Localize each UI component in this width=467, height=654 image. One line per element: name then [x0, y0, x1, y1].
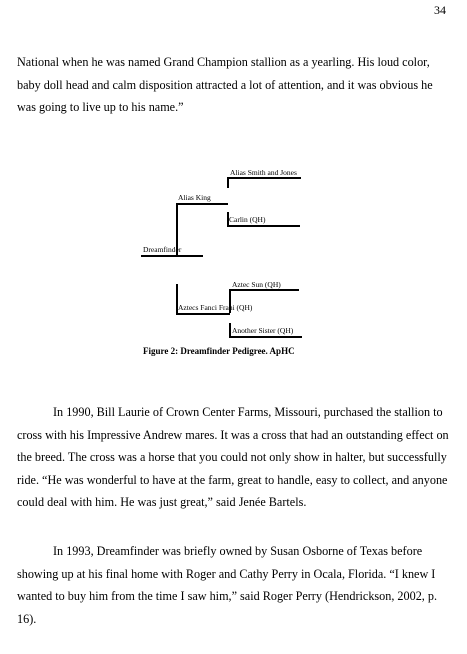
- page-number: 34: [434, 3, 446, 17]
- text-line: was going to live up to his name.”: [17, 100, 184, 114]
- pedigree-line: [229, 289, 299, 291]
- text-line: could deal with him. He was just great,” said Jenée Bartels.: [17, 495, 307, 509]
- pedigree-line: [176, 203, 228, 205]
- paragraph-1993: [17, 540, 449, 630]
- pedigree-line: [229, 323, 231, 337]
- pedigree-line: [227, 225, 300, 227]
- text-line: In 1993, Dreamfinder was briefly owned by Susan Osborne of Texas before: [53, 544, 423, 558]
- text-line: showing up at his final home with Roger and Cathy Perry in Ocala, Florida. “I knew I: [17, 566, 436, 581]
- text-line: the breed. The cross was a horse that you could not only show in halter, but successfully: [17, 450, 447, 464]
- pedigree-sire-dam: Carlin (QH): [229, 215, 266, 224]
- pedigree-line: [227, 177, 301, 179]
- pedigree-line: [227, 177, 229, 188]
- text-line: ride. “He was wonderful to have at the farm, great to handle, easy to collect, and anyone: [17, 472, 448, 487]
- intro-paragraph: [17, 51, 449, 119]
- pedigree-dam-dam: Another Sister (QH): [232, 326, 294, 335]
- text-line: In 1990, Bill Laurie of Crown Center Farms, Missouri, purchased the stallion to: [53, 405, 443, 419]
- text-line: wanted to buy him from the time I saw him,” said Roger Perry (Hendrickson, 2002, p.: [17, 589, 438, 603]
- pedigree-sire-sire: Alias Smith and Jones: [230, 168, 297, 177]
- pedigree-line: [176, 313, 230, 315]
- pedigree-line: [141, 255, 203, 257]
- text-line: 16).: [17, 611, 37, 626]
- text-line: baby doll head and calm disposition attracted a lot of attention, and it was obvious he: [17, 77, 433, 92]
- pedigree-line: [229, 336, 302, 338]
- paragraph-1990: [17, 401, 449, 514]
- pedigree-subject: Dreamfinder: [143, 245, 182, 254]
- pedigree-dam: Aztecs Fanci Frani (QH): [178, 303, 253, 312]
- pedigree-dam-sire: Aztec Sun (QH): [232, 280, 281, 289]
- text-line: National when he was named Grand Champion stallion as a yearling. His loud color,: [17, 55, 430, 69]
- text-line: cross with his Impressive Andrew mares. It was a cross that had an outstanding effect on: [17, 427, 449, 442]
- figure-caption: Figure 2: Dreamfinder Pedigree. ApHC: [143, 346, 295, 356]
- pedigree-line: [227, 212, 229, 226]
- pedigree-sire: Alias King: [178, 193, 211, 202]
